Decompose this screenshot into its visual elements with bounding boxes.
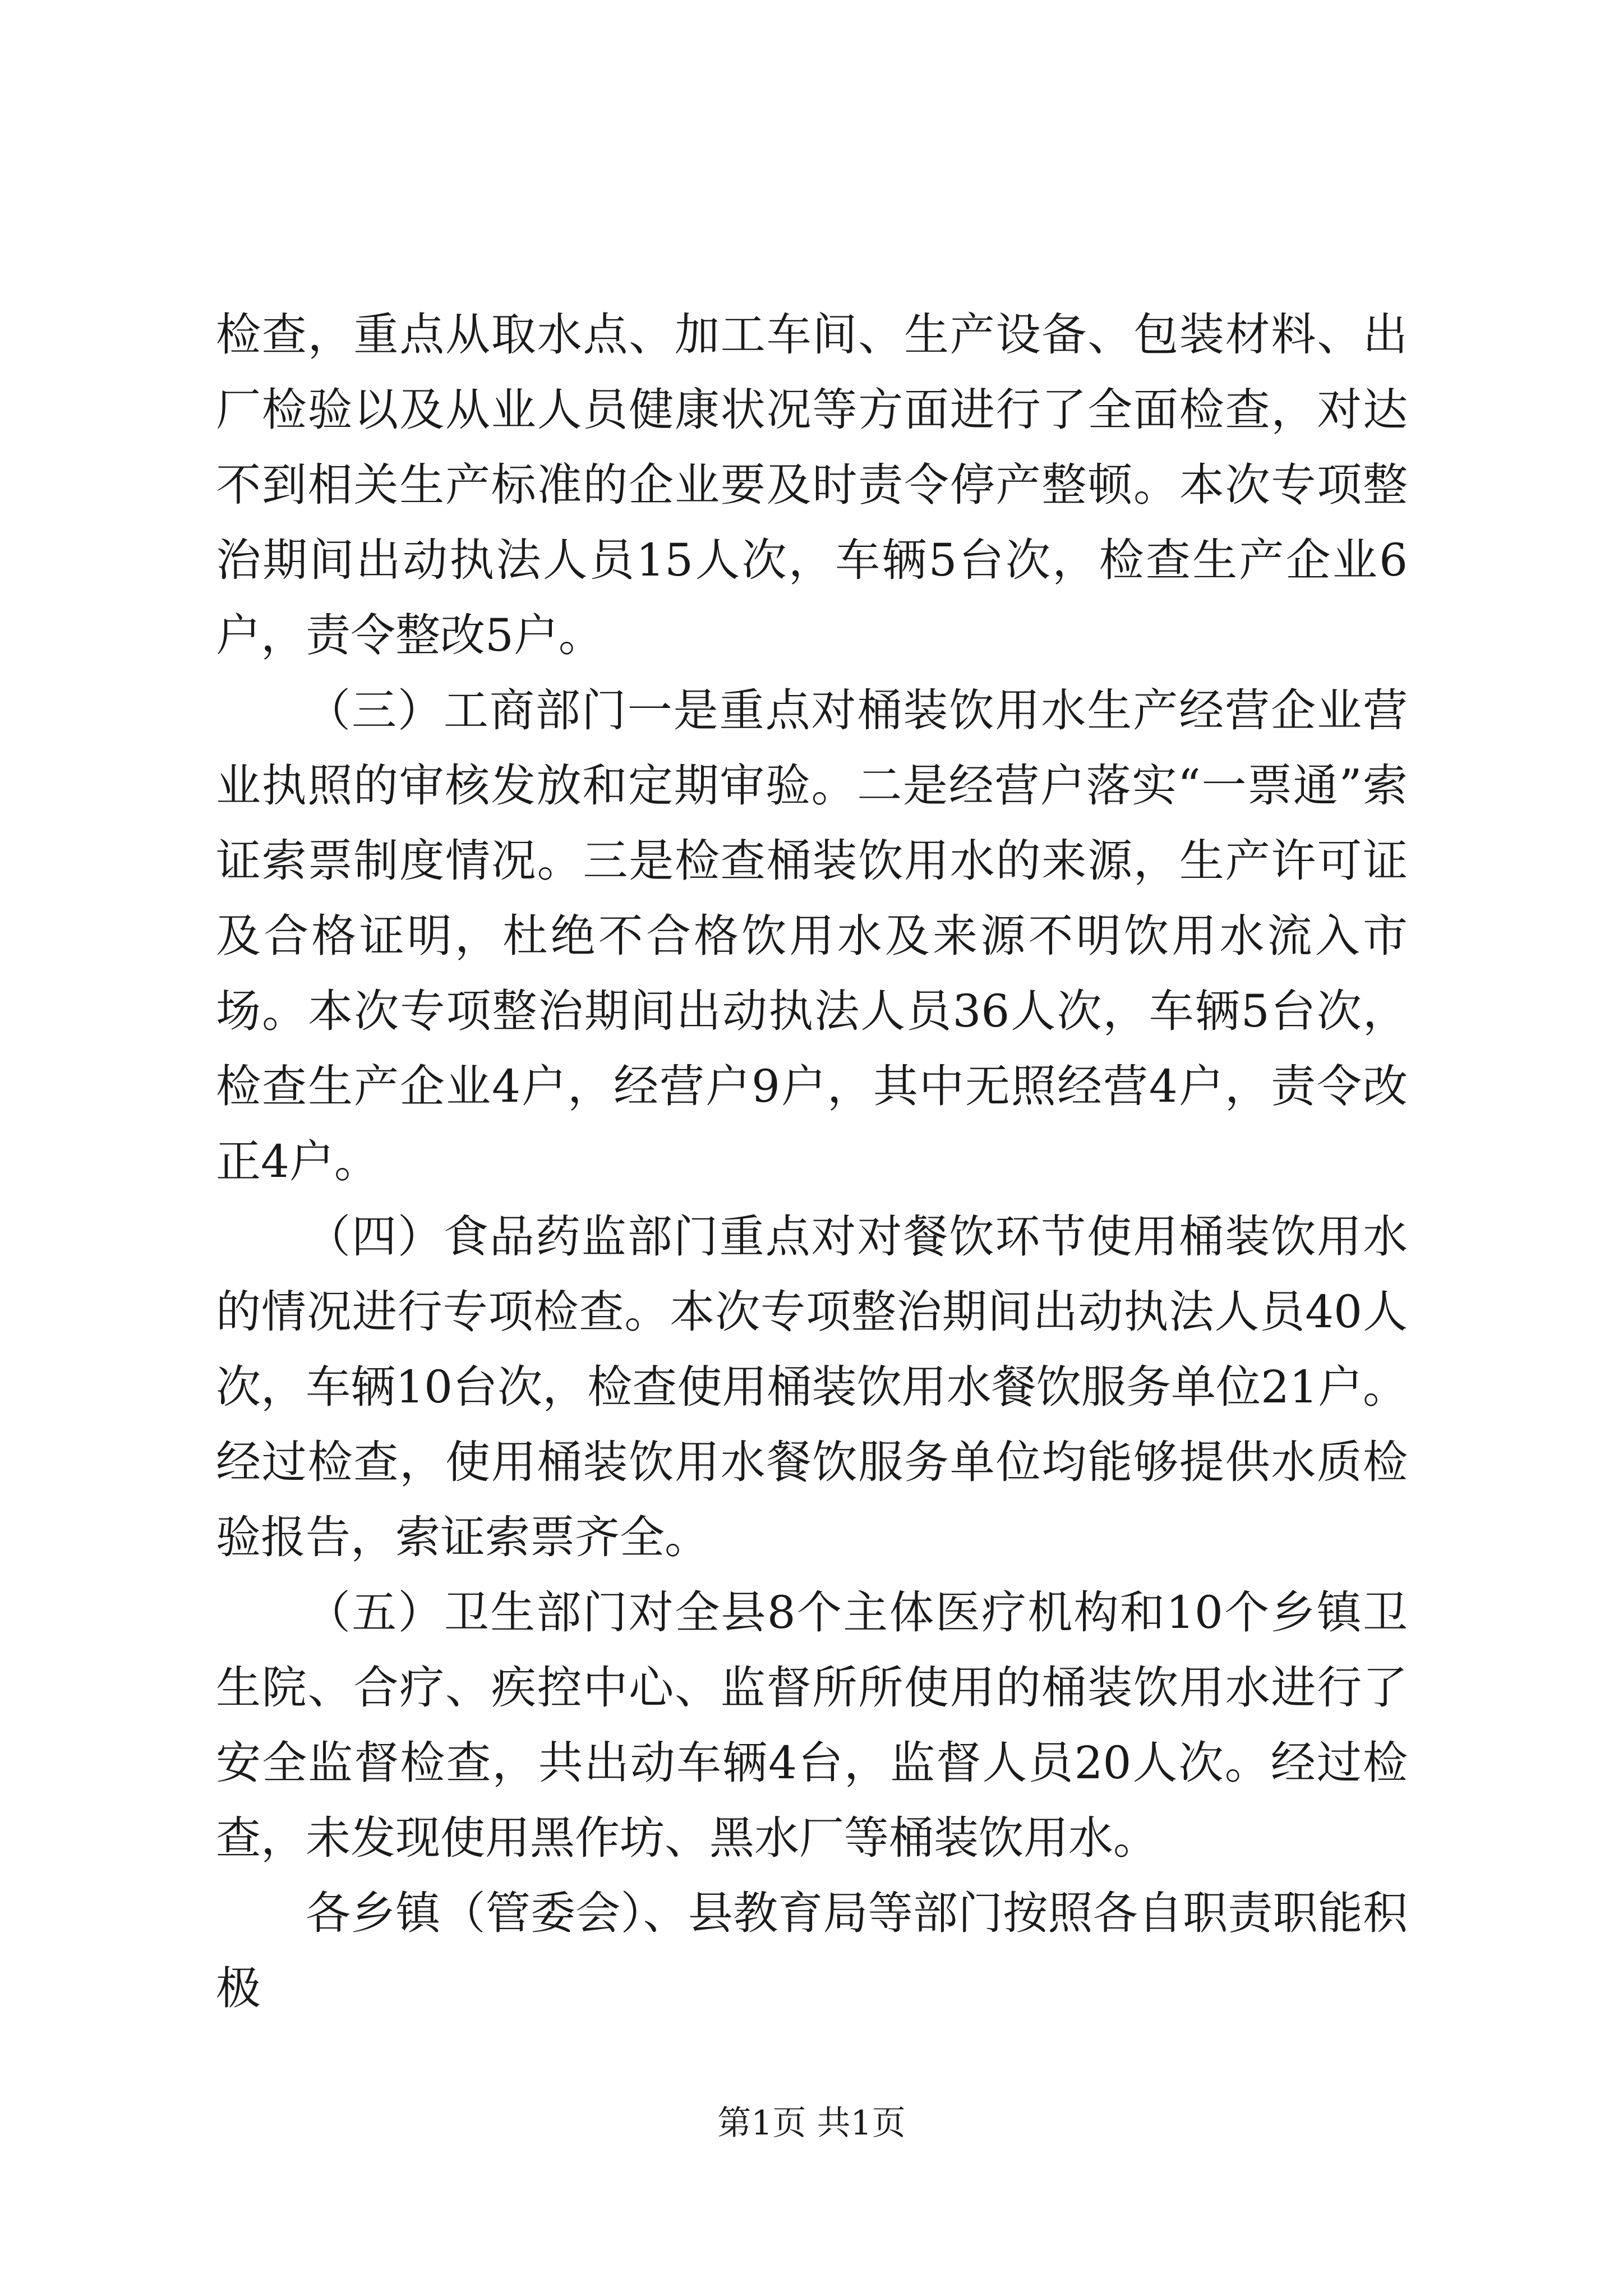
paragraph-inspection-continued: 检查，重点从取水点、加工车间、生产设备、包装材料、出厂检验以及从业人员健康状况等方面进行了全面检查，对达不到相关生产标准的企业要及时责令停产整顿。本次专项整治期间出动执法人员15人次，车辆5台次，检查生产企业6户，责令整改5户。 xyxy=(216,309,1408,661)
paragraph-industry-commerce-dept: （三）工商部门一是重点对桶装饮用水生产经营企业营业执照的审核发放和定期审验。二是经营户落实“一票通”索证索票制度情况。三是检查桶装饮用水的来源，生产许可证及合格证明，杜绝不合格饮用水及来源不明饮用水流入市场。本次专项整治期间出动执法人员36人次，车辆5台次，检查生产企业4户，经营户9户，其中无照经营4户，责令改正4户。 xyxy=(216,684,1408,1188)
paragraph-townships-education: 各乡镇（管委会）、县教育局等部门按照各自职责职能积极 xyxy=(216,1887,1408,2014)
document-body xyxy=(216,297,1408,2026)
paragraph-food-drug-dept: （四）食品药监部门重点对对餐饮环节使用桶装饮用水的情况进行专项检查。本次专项整治期间出动执法人员40人次，车辆10台次，检查使用桶装饮用水餐饮服务单位21户。经过检查，使用桶装饮用水餐饮服务单位均能够提供水质检验报告，索证索票齐全。 xyxy=(216,1211,1408,1563)
paragraph-health-dept: （五）卫生部门对全县8个主体医疗机构和10个乡镇卫生院、合疗、疾控中心、监督所所使用的桶装饮用水进行了安全监督检查，共出动车辆4台，监督人员20人次。经过检查，未发现使用黑作坊、黑水厂等桶装饮用水。 xyxy=(216,1586,1408,1864)
page-footer: 第1页 共1页 xyxy=(717,2104,906,2143)
